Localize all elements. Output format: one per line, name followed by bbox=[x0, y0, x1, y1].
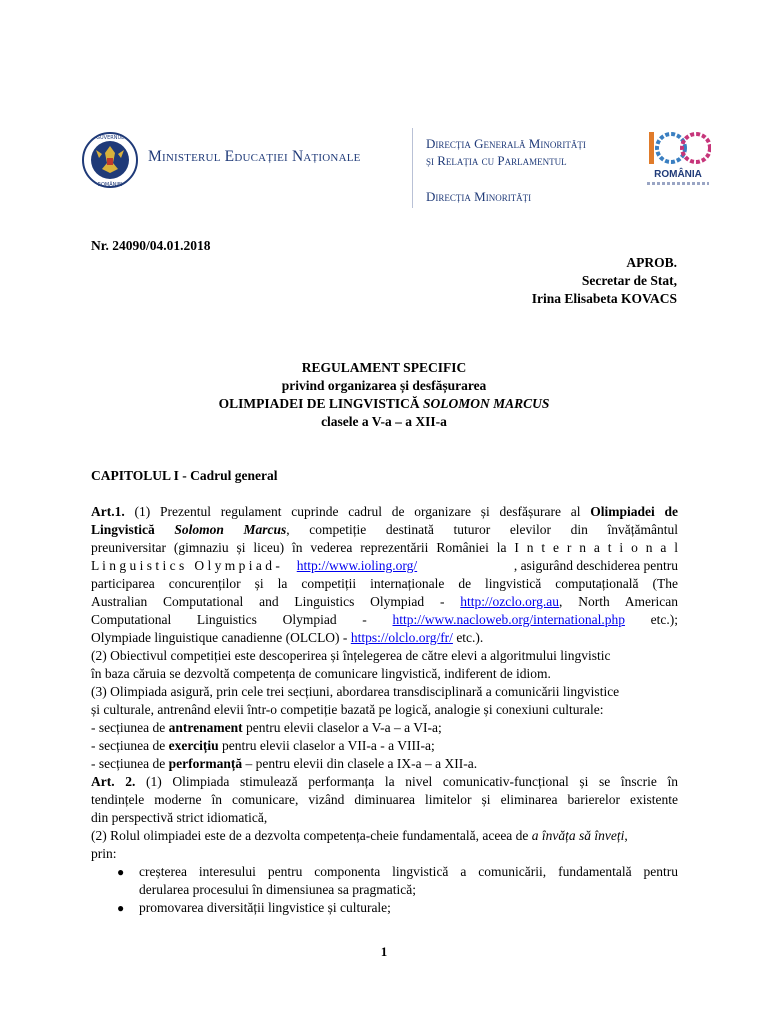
bullet-icon: ● bbox=[117, 901, 125, 915]
chapter-heading: CAPITOLUL I - Cadrul general bbox=[91, 468, 278, 483]
section-antrenament-name: antrenament bbox=[168, 720, 243, 735]
art2-line1-text: (1) Olimpiada stimulează performanța la nivel comunicativ-funcțional și se înscrie în bbox=[135, 774, 678, 789]
centenary-country: ROMÂNIA bbox=[654, 169, 702, 180]
approval-title: Secretar de Stat, bbox=[581, 273, 677, 288]
art2-p2-line1 bbox=[91, 827, 628, 845]
section-antrenament-text: pentru elevii claselor a V-a – a VI-a; bbox=[242, 720, 442, 735]
art1-p3-line2: și culturale, antrenând elevii într-o competiție bazată pe logică, analogie și conexiuni culturale: bbox=[91, 702, 604, 717]
title-line2: privind organizarea și desfășurarea bbox=[281, 378, 487, 393]
directorate-general bbox=[426, 135, 586, 169]
directorate-minorities: Direcția Minorități bbox=[426, 189, 532, 204]
section-exercitiu-name: exercițiu bbox=[168, 738, 219, 753]
approval-label: APROB. bbox=[626, 255, 677, 270]
ministry-name: Ministerul Educației Naționale bbox=[148, 148, 361, 165]
art1-line4-text: L i n g u i s t i c s O l y m p i a d - bbox=[91, 558, 297, 573]
centenary-number: 100 bbox=[677, 167, 679, 168]
art1-p2-line1: (2) Obiectivul competiției este descoperirea și înțelegerea de către elevi a algoritmului lingvistic bbox=[91, 648, 611, 663]
art1-line8 bbox=[91, 629, 483, 647]
title-line3-name: SOLOMON MARCUS bbox=[423, 396, 550, 411]
section-exercitiu bbox=[91, 737, 435, 755]
section-exercitiu-text: pentru elevii claselor a VII-a - a VIII-a; bbox=[218, 738, 435, 753]
art1-line5: participarea concurenților și la competiții internaționale de lingvistică computațională (The bbox=[91, 576, 678, 591]
section-performanta bbox=[91, 755, 477, 773]
title-line3-main: OLIMPIADEI DE LINGVISTICĂ bbox=[218, 396, 423, 411]
title-line3 bbox=[0, 395, 768, 413]
page-number: 1 bbox=[380, 944, 388, 959]
art1-label: Art.1. bbox=[91, 504, 125, 519]
ozclo-link[interactable]: http://ozclo.org.au bbox=[460, 594, 560, 609]
art2-p2-line2: prin: bbox=[91, 846, 117, 861]
section-performanta-name: performanță bbox=[168, 756, 243, 771]
naclo-link[interactable]: http://www.nacloweb.org/international.php bbox=[392, 612, 625, 627]
art1-line2 bbox=[91, 521, 678, 539]
art1-line7 bbox=[91, 611, 678, 629]
art1-line4 bbox=[91, 557, 678, 575]
section-antrenament bbox=[91, 719, 442, 737]
art1-line2-bold: Lingvistică bbox=[91, 522, 175, 537]
bullet-icon: ● bbox=[117, 865, 125, 879]
government-crest-icon bbox=[82, 129, 138, 191]
centenary-logo bbox=[643, 128, 713, 192]
header-divider bbox=[412, 128, 413, 208]
art1-p2-line2: în baza căruia se dezvoltă competența de comunicare lingvistică, indiferent de idiom. bbox=[91, 666, 551, 681]
letterhead bbox=[0, 0, 768, 215]
art1-line7-text: Computational Linguistics Olympiad - bbox=[91, 612, 393, 627]
document-number: Nr. 24090/04.01.2018 bbox=[91, 238, 211, 253]
directorate-general-line2: și Relația cu Parlamentul bbox=[426, 153, 567, 168]
art1-line8-text: Olympiade linguistique canadienne (OLCLO) - bbox=[91, 630, 351, 645]
art1-line4-tail: , asigurând deschiderea pentru bbox=[513, 558, 678, 573]
art1-line2-name: Solomon Marcus bbox=[174, 522, 287, 537]
title-line1: REGULAMENT SPECIFIC bbox=[301, 360, 467, 375]
art1-line2-text: , competiție destinată tuturor elevilor din învățământul bbox=[286, 522, 679, 537]
section-performanta-prefix: - secțiunea de bbox=[91, 756, 169, 771]
bullet2-line1: promovarea diversității lingvistice și culturale; bbox=[139, 900, 391, 915]
section-exercitiu-prefix: - secțiunea de bbox=[91, 738, 169, 753]
olclo-link[interactable]: https://olclo.org/fr/ bbox=[350, 630, 453, 645]
section-performanta-text: – pentru elevii din clasele a IX-a – a XII-a. bbox=[242, 756, 478, 771]
directorate-general-line1: Direcția Generală Minorități bbox=[426, 136, 586, 151]
art2-p2-text: (2) Rolul olimpiadei este de a dezvolta competența-cheie fundamentală, aceea de bbox=[91, 828, 532, 843]
art2-p2-comma: , bbox=[624, 828, 628, 843]
section-antrenament-prefix: - secțiunea de bbox=[91, 720, 169, 735]
art2-label: Art. 2. bbox=[91, 774, 136, 789]
art2-line1 bbox=[91, 773, 678, 791]
art1-line6 bbox=[91, 593, 678, 611]
art1-line8-tail: etc.). bbox=[452, 630, 484, 645]
art1-line1-bold: Olimpiadei de bbox=[590, 504, 678, 519]
art1-line6-text: Australian Computational and Linguistics Olympiad - bbox=[91, 594, 461, 609]
art1-line1-text: (1) Prezentul regulament cuprinde cadrul de organizare și desfășurare al bbox=[124, 504, 591, 519]
ioling-link[interactable]: http://www.ioling.org/ bbox=[296, 558, 418, 573]
art1-p3-line1: (3) Olimpiada asigură, prin cele trei secțiuni, abordarea transdisciplinară a comunicării lingvistice bbox=[91, 684, 620, 699]
art2-line3: din perspectivă strict idiomatică, bbox=[91, 810, 268, 825]
bullet1-line2: derularea procesului în dimensiunea sa pragmatică; bbox=[139, 882, 417, 897]
title-line4: clasele a V-a – a XII-a bbox=[321, 414, 447, 429]
art1-line6-tail: , North American bbox=[559, 594, 678, 609]
crest-bottom-text: ROMÂNIEI bbox=[97, 182, 123, 188]
bullet1-line1: creșterea interesului pentru componenta lingvistică a comunicării, fundamentală pentru bbox=[139, 864, 678, 879]
art1-line7-tail: etc.); bbox=[624, 612, 678, 627]
approval-signatory: Irina Elisabeta KOVACS bbox=[531, 291, 677, 306]
centenary-tagline bbox=[647, 182, 709, 185]
art1-line3: preuniversitar (gimnaziu și liceu) în vederea reprezentării României la I n t e r n a t i o n a l bbox=[91, 540, 678, 555]
art2-p2-italic: a învăța să înveți bbox=[531, 828, 625, 843]
crest-top-text: GUVERNUL bbox=[96, 135, 124, 141]
centenary-100-icon bbox=[645, 128, 711, 168]
art1-line1 bbox=[91, 503, 678, 521]
art2-line2: tendințele moderne în comunicare, vizând diminuarea limitelor și eliminarea barierelor existente bbox=[91, 792, 678, 807]
